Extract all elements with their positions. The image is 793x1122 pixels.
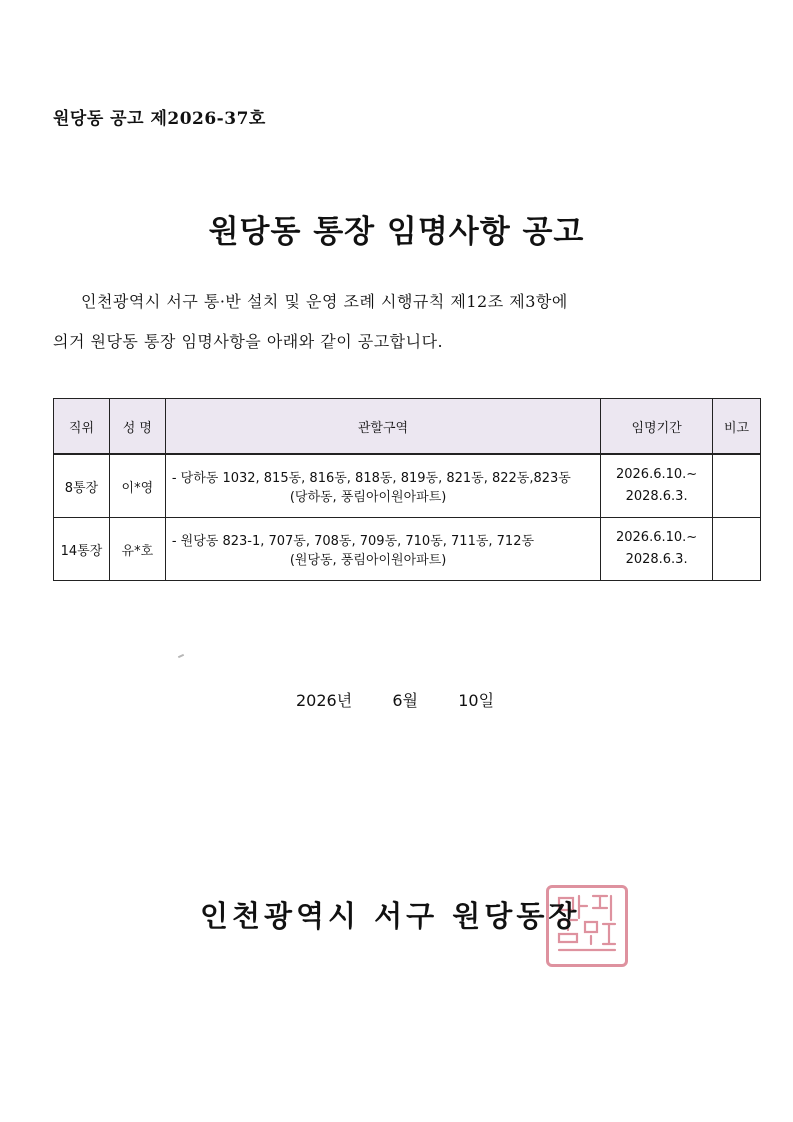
table-row	[54, 518, 761, 581]
cell-period	[601, 454, 713, 518]
cell-area	[165, 518, 600, 581]
cell-note	[713, 454, 761, 518]
period-start: 2026.6.10.~	[615, 530, 698, 545]
notice-number: 원당동 공고 제2026-37호	[53, 109, 266, 129]
scan-speck	[178, 654, 184, 658]
date-day: 10일	[458, 691, 495, 710]
intro-line-1: 인천광역시 서구 통·반 설치 및 운영 조례 시행규칙 제12조 제3항에	[81, 292, 568, 311]
area-line-sub: (원당동, 풍림아이원아파트)	[289, 553, 447, 568]
cell-position: 8통장	[54, 454, 110, 518]
cell-position: 14통장	[54, 518, 110, 581]
cell-area	[165, 454, 600, 518]
area-line-main: - 원당동 823-1, 707동, 708동, 709동, 710동, 711동, 712동	[171, 534, 535, 549]
header-position: 직위	[54, 399, 110, 455]
intro-paragraph	[53, 282, 743, 362]
cell-name: 이*영	[109, 454, 165, 518]
area-line-main: - 당하동 1032, 815동, 816동, 818동, 819동, 821동, 822동,823동	[171, 471, 571, 486]
table-header-row	[54, 399, 761, 455]
intro-line-2: 의거 원당동 통장 임명사항을 아래와 같이 공고합니다.	[53, 332, 444, 351]
notice-date	[296, 688, 494, 711]
area-line-sub: (당하동, 풍림아이원아파트)	[289, 490, 447, 505]
header-area: 관할구역	[165, 399, 600, 455]
cell-note	[713, 518, 761, 581]
period-end: 2028.6.3.	[625, 552, 688, 567]
date-year: 2026년	[296, 691, 353, 710]
appointment-table	[53, 398, 761, 581]
document-title: 원당동 통장 임명사항 공고	[208, 214, 585, 250]
table-row	[54, 454, 761, 518]
cell-name: 유*호	[109, 518, 165, 581]
period-end: 2028.6.3.	[625, 489, 688, 504]
header-period: 임명기간	[601, 399, 713, 455]
header-name: 성 명	[109, 399, 165, 455]
period-start: 2026.6.10.~	[615, 467, 698, 482]
header-note: 비고	[713, 399, 761, 455]
date-month: 6월	[392, 691, 419, 710]
cell-period	[601, 518, 713, 581]
issuer-name: 인천광역시 서구 원당동장	[200, 899, 581, 933]
